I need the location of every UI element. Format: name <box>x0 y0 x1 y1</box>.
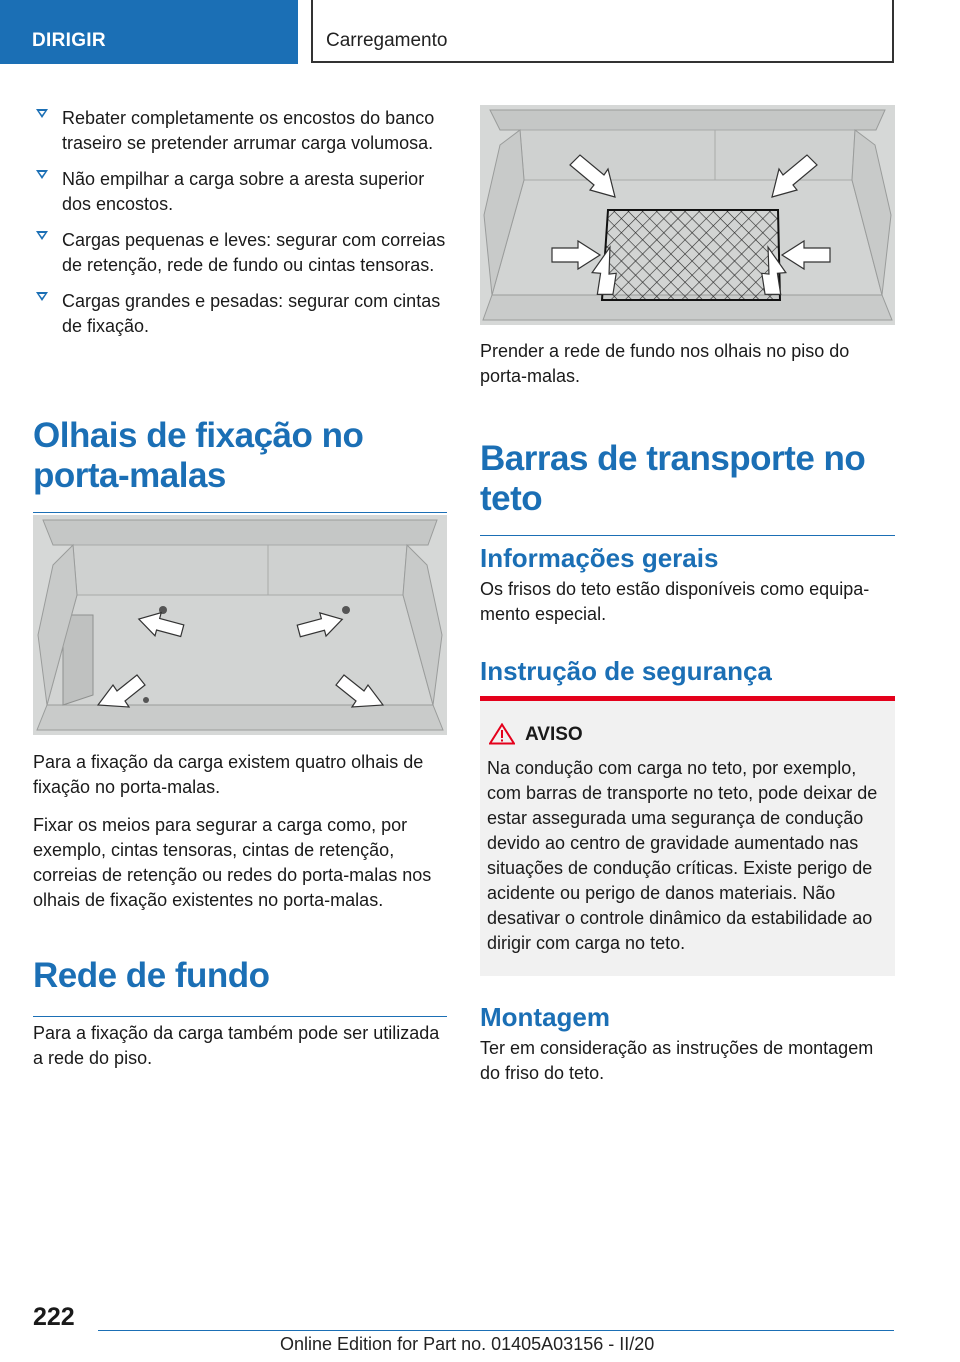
triangle-bullet-icon <box>36 109 48 118</box>
paragraph: Para a fixação da carga também pode ser utilizada a rede do piso. <box>33 1023 440 1068</box>
subheading: Instrução de segurança <box>480 656 772 686</box>
triangle-bullet-icon <box>36 292 48 301</box>
heading-rule <box>33 512 447 513</box>
barras-heading-block <box>480 439 895 536</box>
trunk-lashing-eyes-illustration <box>33 515 447 735</box>
paragraph: Para a fixação da carga existem quatro olhais de fixação no porta-malas. <box>33 752 424 797</box>
edition-text: Online Edition for Part no. 01405A03156 - II/20 <box>280 1334 655 1354</box>
footer-rule <box>98 1330 894 1331</box>
paragraph: Os frisos do teto estão disponíveis como equipamento especial. <box>480 579 870 624</box>
net-caption <box>480 339 895 389</box>
warning-top-bar <box>480 696 895 701</box>
list-item: Cargas pequenas e leves: segurar com correias de retenção, rede de fundo ou cintas tensoras. <box>33 228 447 278</box>
chapter-label: Carregamento <box>326 30 448 51</box>
rede-heading-block <box>33 956 447 1017</box>
figure-caption: Prender a rede de fundo nos olhais no piso do porta-malas. <box>480 341 850 386</box>
chapter-box <box>311 0 894 63</box>
list-item: Rebater completamente os encostos do banco traseiro se pretender arrumar carga volumosa. <box>33 106 447 156</box>
rede-text <box>33 1021 447 1071</box>
section-heading: Olhais de fixação no porta-malas <box>33 416 364 495</box>
section-tab <box>0 0 298 64</box>
list-item: Não empilhar a carga sobre a aresta superior dos encostos. <box>33 167 447 217</box>
section-heading: Barras de transporte no teto <box>480 439 866 518</box>
heading-rule <box>480 535 895 536</box>
subheading: Informações gerais <box>480 543 719 573</box>
warning-title: AVISO <box>525 724 583 745</box>
triangle-bullet-icon <box>36 231 48 240</box>
paragraph: Ter em consideração as instruções de montagem do friso do teto. <box>480 1038 874 1083</box>
warning-text: Na condução com carga no teto, por exemplo, com barras de transporte no teto, pode deixar de estar assegurada uma segurança de condução devido ao centro de gravidade aumentado nas situações de condução críticas. Existe perigo de acidente ou perigo de danos materiais. Não desativar o controle dinâmico da estabilidade ao dirigir com carga no teto. <box>487 758 878 953</box>
list-item: Cargas grandes e pesadas: segurar com cintas de fixação. <box>33 289 447 339</box>
olhais-text <box>33 750 447 913</box>
floor-net-illustration <box>480 105 895 325</box>
section-heading: Rede de fundo <box>33 956 270 995</box>
heading-rule <box>33 1016 447 1017</box>
montagem-block <box>480 1002 895 1086</box>
subheading: Montagem <box>480 1002 610 1032</box>
olhais-heading-block <box>33 416 447 513</box>
left-column <box>33 106 447 350</box>
paragraph: Fixar os meios para segurar a carga como, por exemplo, cintas tensoras, cintas de retenção, correias de retenção ou redes do porta-malas nos olhais de fixação existentes no porta-malas. <box>33 815 432 910</box>
section-label: DIRIGIR <box>32 30 106 51</box>
instr-heading <box>480 656 895 686</box>
warning-triangle-icon <box>489 723 519 747</box>
info-block <box>480 543 895 627</box>
page-number: 222 <box>33 1303 75 1331</box>
warning-text-block <box>487 756 890 956</box>
triangle-bullet-icon <box>36 170 48 179</box>
